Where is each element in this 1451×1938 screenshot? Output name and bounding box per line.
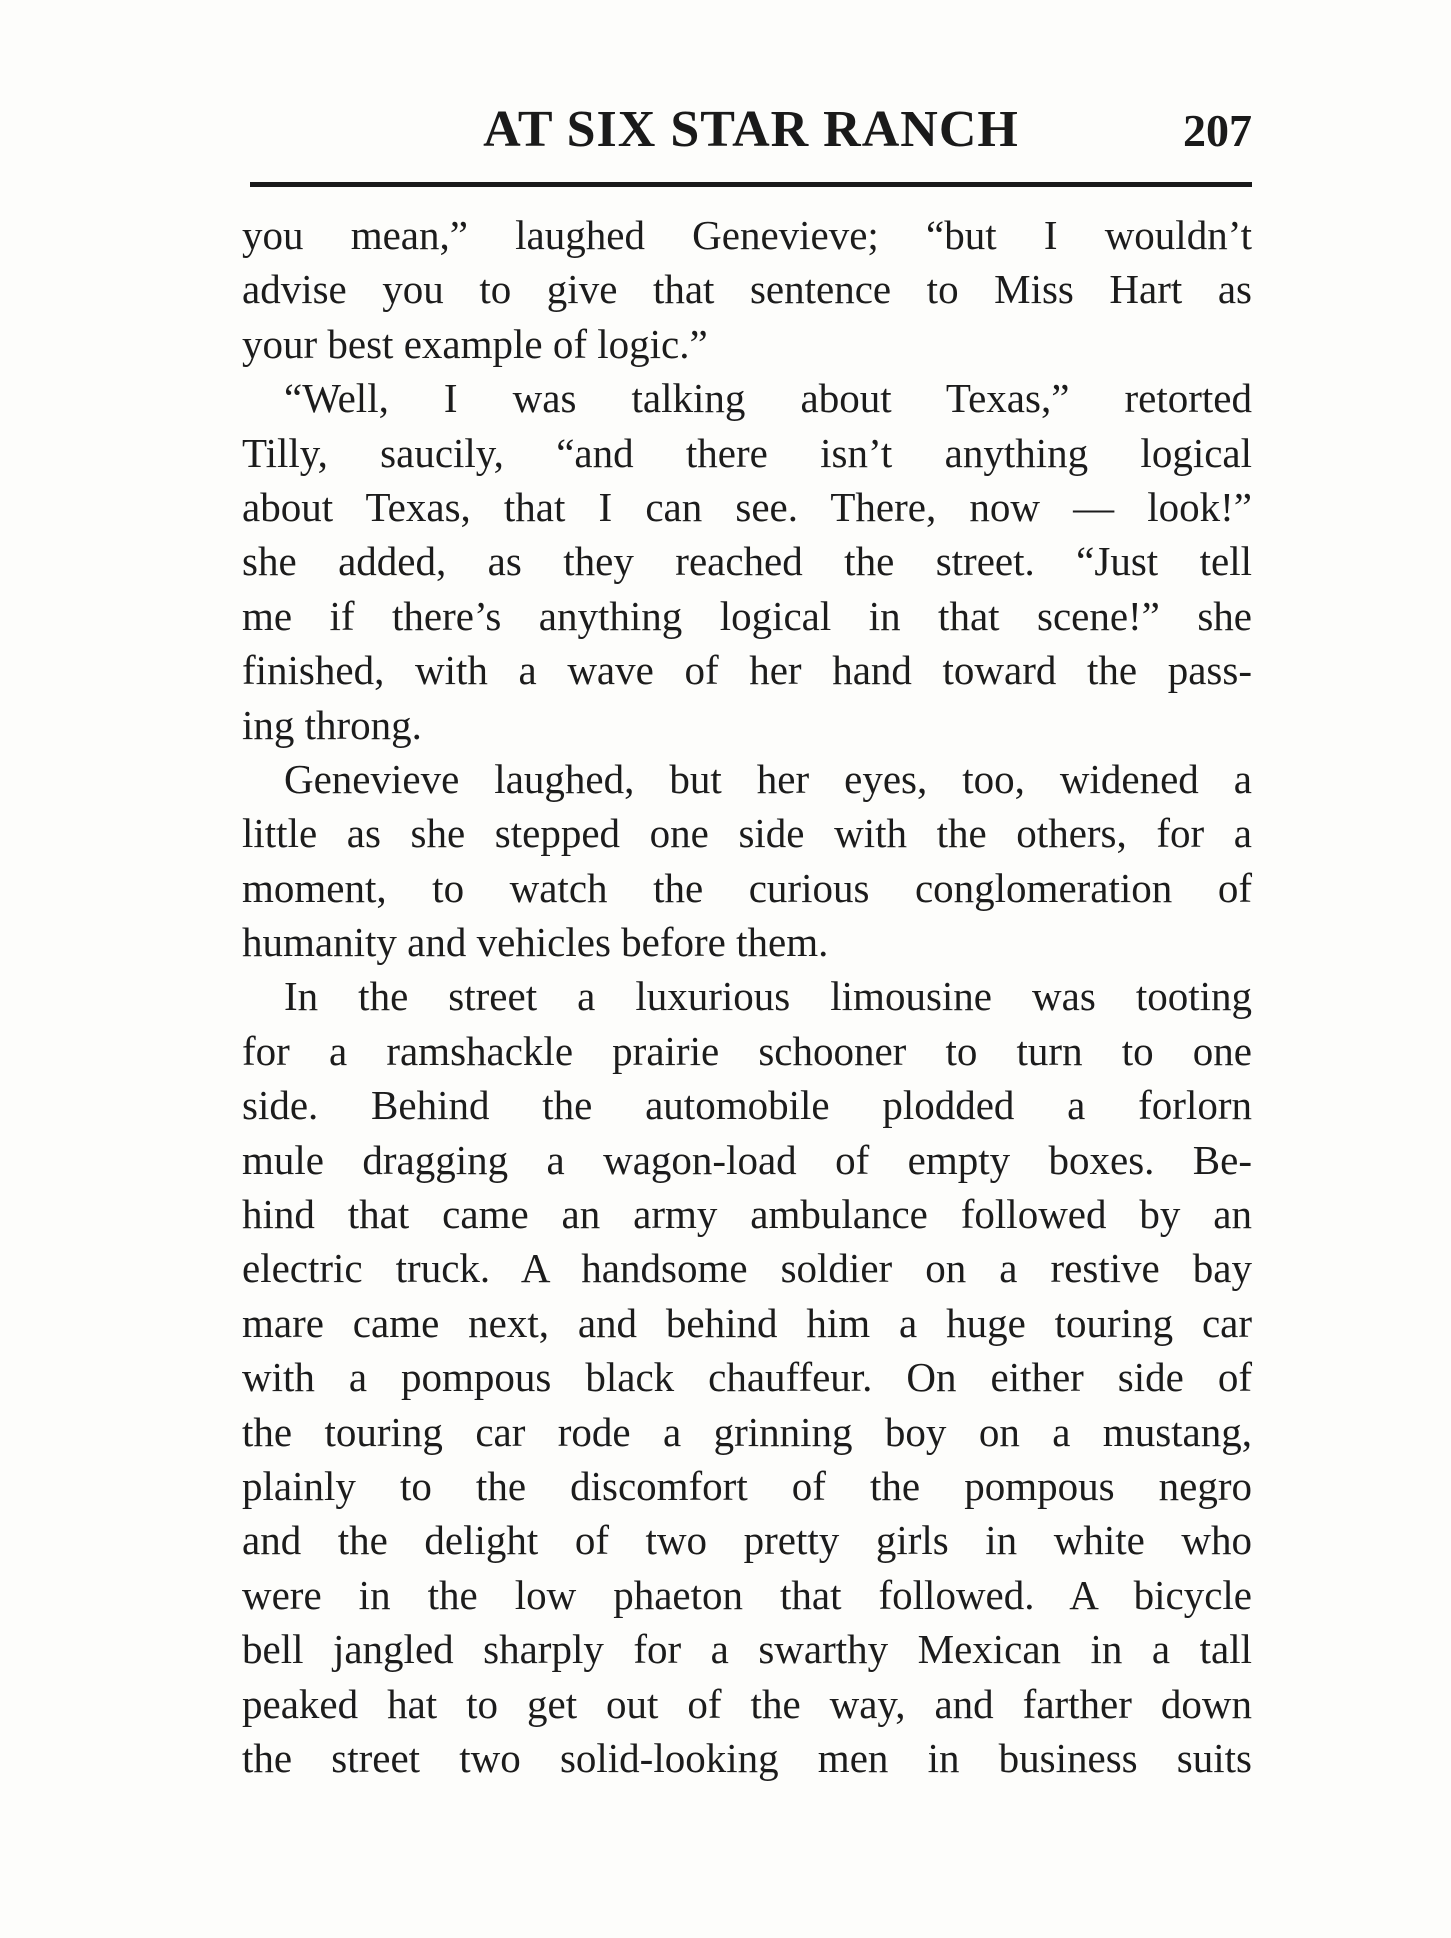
text-line: she added, as they reached the street. “Just tell	[242, 538, 1252, 585]
text-line: “Well, I was talking about Texas,” retorted	[284, 375, 1252, 422]
text-line: mule dragging a wagon-load of empty boxes. Be-	[242, 1136, 1252, 1183]
text-line: finished, with a wave of her hand toward the pass-	[242, 647, 1252, 694]
text-line: you mean,” laughed Genevieve; “but I wouldn’t	[242, 212, 1252, 258]
text-line: In the street a luxurious limousine was tooting	[284, 973, 1252, 1020]
text-line: plainly to the discomfort of the pompous negro	[242, 1462, 1252, 1509]
text-line: humanity and vehicles before them.	[242, 919, 829, 966]
text-line: ing throng.	[242, 701, 422, 748]
text-line: with a pompous black chauffeur. On either side of	[242, 1354, 1252, 1401]
text-line: Genevieve laughed, but her eyes, too, widened a	[284, 755, 1252, 802]
text-line: electric truck. A handsome soldier on a restive bay	[242, 1245, 1252, 1292]
text-line: peaked hat to get out of the way, and farther down	[242, 1680, 1252, 1727]
running-title: AT SIX STAR RANCH	[483, 101, 1019, 158]
text-line: me if there’s anything logical in that scene!” she	[242, 592, 1252, 639]
text-line: and the delight of two pretty girls in white who	[242, 1517, 1252, 1564]
text-line: moment, to watch the curious conglomeration of	[242, 864, 1252, 911]
page-header	[250, 100, 1252, 170]
text-line: the touring car rode a grinning boy on a mustang,	[242, 1408, 1252, 1455]
page-number: 207	[1183, 105, 1252, 156]
text-line: mare came next, and behind him a huge touring car	[242, 1299, 1252, 1346]
header-rule	[250, 182, 1252, 187]
text-line: the street two solid-looking men in business suits	[242, 1734, 1252, 1781]
text-line: for a ramshackle prairie schooner to turn to one	[242, 1027, 1252, 1074]
text-line: about Texas, that I can see. There, now — look!”	[242, 483, 1252, 530]
text-line: bell jangled sharply for a swarthy Mexican in a tall	[242, 1626, 1252, 1673]
text-line: hind that came an army ambulance followed by an	[242, 1191, 1252, 1238]
text-line: were in the low phaeton that followed. A bicycle	[242, 1571, 1252, 1618]
text-line: little as she stepped one side with the others, for a	[242, 810, 1252, 857]
body-text	[242, 208, 1252, 1785]
text-line: your best example of logic.”	[242, 320, 708, 367]
text-line: side. Behind the automobile plodded a forlorn	[242, 1082, 1252, 1129]
text-line: advise you to give that sentence to Miss Hart as	[242, 266, 1252, 313]
text-line: Tilly, saucily, “and there isn’t anything logical	[242, 429, 1252, 476]
